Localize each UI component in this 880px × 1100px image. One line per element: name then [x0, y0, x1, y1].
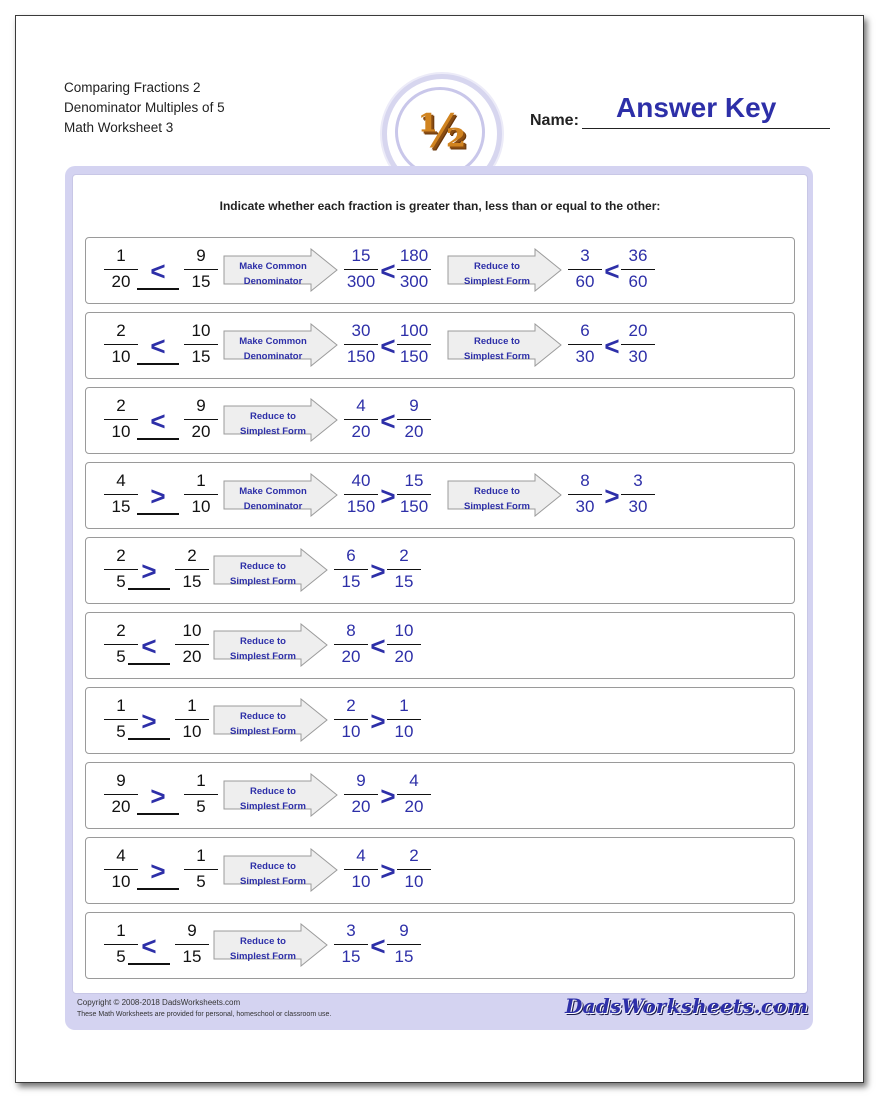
step-fraction-a-bar [344, 494, 378, 495]
answer-symbol: < [150, 406, 166, 436]
fraction-a [101, 321, 141, 367]
step-fraction-a [341, 396, 381, 442]
arrow-label [225, 259, 321, 289]
answer-blank[interactable] [137, 888, 179, 890]
step-fraction-b-numerator: 9 [409, 396, 419, 415]
fraction-b-bar [175, 719, 209, 720]
fraction-a-numerator: 2 [116, 621, 126, 640]
step-comparison-symbol: > [604, 481, 620, 511]
reduce-simplest-form-arrow [223, 773, 339, 817]
step-fraction-a [331, 546, 371, 592]
answer-symbol: > [141, 556, 157, 586]
fraction-a-denominator: 10 [111, 347, 131, 366]
fraction-b-numerator: 10 [182, 621, 202, 640]
step-comparison-symbol: < [380, 331, 396, 361]
fraction-a-denominator: 5 [116, 647, 126, 666]
arrow-label [225, 484, 321, 514]
step-fraction-a-numerator: 4 [356, 846, 366, 865]
step-fraction-a [565, 246, 605, 292]
fraction-b-bar [184, 494, 218, 495]
step-fraction-b-numerator: 20 [628, 321, 648, 340]
fraction-a-denominator: 10 [111, 422, 131, 441]
fraction-b-denominator: 10 [191, 497, 211, 516]
fraction-b-denominator: 15 [191, 347, 211, 366]
fraction-a-bar [104, 944, 138, 945]
arrow-label-line-2: Simplest Form [464, 351, 530, 362]
fraction-b [181, 246, 221, 292]
fraction-b-numerator: 9 [196, 246, 206, 265]
answer-symbol: < [141, 631, 157, 661]
step-fraction-b-numerator: 180 [399, 246, 429, 265]
step-fraction-a [565, 321, 605, 367]
name-underline [582, 128, 830, 129]
fraction-a [101, 846, 141, 892]
step-comparison-symbol: < [380, 406, 396, 436]
step-fraction-a [331, 696, 371, 742]
problem-row [85, 912, 795, 979]
usage-note: These Math Worksheets are provided for personal, homeschool or classroom use. [77, 1011, 332, 1018]
arrow-label-line-2: Simplest Form [230, 651, 296, 662]
arrow-label-line-1: Reduce to [240, 711, 286, 722]
arrow-label-line-1: Reduce to [474, 261, 520, 272]
step-fraction-a-denominator: 10 [341, 722, 361, 741]
step-fraction-a-bar [344, 269, 378, 270]
step-fraction-b-denominator: 20 [404, 422, 424, 441]
answer-symbol: < [150, 256, 166, 286]
step-fraction-a-bar [344, 869, 378, 870]
step-fraction-a [341, 321, 381, 367]
step-fraction-b-denominator: 300 [399, 272, 429, 291]
problem-row [85, 462, 795, 529]
reduce-simplest-form-arrow [223, 848, 339, 892]
step-fraction-b-denominator: 10 [394, 722, 414, 741]
step-comparison-symbol: < [604, 331, 620, 361]
problems-panel [72, 174, 808, 994]
fraction-b-numerator: 10 [191, 321, 211, 340]
fraction-a-numerator: 1 [116, 246, 126, 265]
fraction-b-bar [184, 869, 218, 870]
step-fraction-a-bar [568, 344, 602, 345]
step-fraction-a-numerator: 9 [356, 771, 366, 790]
step-fraction-b-denominator: 10 [404, 872, 424, 891]
step-fraction-b [384, 621, 424, 667]
step-fraction-a-bar [334, 719, 368, 720]
answer-symbol: > [150, 781, 166, 811]
arrow-label-line-1: Reduce to [250, 861, 296, 872]
answer-blank[interactable] [128, 963, 170, 965]
arrow-label-line-2: Simplest Form [230, 576, 296, 587]
step-fraction-a-denominator: 150 [346, 497, 376, 516]
answer-blank[interactable] [128, 588, 170, 590]
reduce-simplest-form-arrow [223, 398, 339, 442]
step-fraction-b-denominator: 20 [404, 797, 424, 816]
step-fraction-b [618, 246, 658, 292]
fraction-a-numerator: 1 [116, 696, 126, 715]
problem-row [85, 837, 795, 904]
fraction-a-denominator: 15 [111, 497, 131, 516]
title-line-2: Denominator Multiples of 5 [64, 100, 225, 115]
fraction-b-numerator: 1 [187, 696, 197, 715]
step-fraction-a-bar [334, 944, 368, 945]
fraction-b-bar [175, 944, 209, 945]
step-fraction-b-numerator: 2 [399, 546, 409, 565]
step-fraction-b-numerator: 9 [399, 921, 409, 940]
arrow-label-line-2: Denominator [243, 276, 303, 287]
name-label: Name: [530, 112, 579, 129]
answer-symbol: > [150, 856, 166, 886]
step-fraction-b [394, 471, 434, 517]
answer-symbol: < [141, 931, 157, 961]
fraction-a-denominator: 5 [116, 572, 126, 591]
fraction-a [101, 246, 141, 292]
arrow-label [215, 559, 311, 589]
step-fraction-b [618, 321, 658, 367]
step-fraction-a-denominator: 300 [346, 272, 376, 291]
answer-blank[interactable] [137, 438, 179, 440]
fraction-a-numerator: 2 [116, 321, 126, 340]
fraction-b [172, 921, 212, 967]
step-comparison-symbol: > [380, 481, 396, 511]
step-fraction-b [394, 246, 434, 292]
arrow-label [225, 859, 321, 889]
title-line-3: Math Worksheet 3 [64, 120, 174, 135]
dadsworksheets-logo: DadsWorksheets.com [565, 994, 809, 1018]
fraction-b [181, 471, 221, 517]
fraction-b-denominator: 15 [182, 572, 202, 591]
step-fraction-a-numerator: 4 [356, 396, 366, 415]
problem-row [85, 537, 795, 604]
step-fraction-b-bar [621, 494, 655, 495]
step-fraction-b-bar [397, 419, 431, 420]
answer-blank[interactable] [128, 738, 170, 740]
fraction-a-bar [104, 494, 138, 495]
arrow-label-line-1: Reduce to [240, 636, 286, 647]
step-fraction-a-numerator: 3 [580, 246, 590, 265]
worksheet-frame [65, 166, 813, 1030]
fraction-b-denominator: 15 [191, 272, 211, 291]
arrow-label [449, 259, 545, 289]
arrow-label-line-1: Make Common [239, 486, 307, 497]
step-fraction-b-bar [387, 719, 421, 720]
logo-ring [395, 87, 485, 177]
arrow-label [225, 409, 321, 439]
reduce-simplest-form-arrow [447, 323, 563, 367]
arrow-label-line-1: Reduce to [240, 936, 286, 947]
arrow-label-line-2: Simplest Form [230, 951, 296, 962]
step-fraction-a-denominator: 150 [346, 347, 376, 366]
step-fraction-b [384, 546, 424, 592]
fraction-b-denominator: 15 [182, 947, 202, 966]
fraction-b-numerator: 2 [187, 546, 197, 565]
step-fraction-b-numerator: 10 [394, 621, 414, 640]
answer-symbol: < [150, 331, 166, 361]
step-fraction-a-bar [334, 569, 368, 570]
step-fraction-a-numerator: 6 [346, 546, 356, 565]
answer-blank[interactable] [137, 363, 179, 365]
arrow-label [225, 334, 321, 364]
step-fraction-a-bar [334, 644, 368, 645]
fraction-a-denominator: 5 [116, 947, 126, 966]
fraction-a [101, 396, 141, 442]
fraction-b [181, 846, 221, 892]
step-fraction-b-denominator: 20 [394, 647, 414, 666]
fraction-a-bar [104, 869, 138, 870]
step-fraction-b-numerator: 100 [399, 321, 429, 340]
fraction-b-denominator: 20 [191, 422, 211, 441]
step-fraction-a [565, 471, 605, 517]
step-fraction-b-bar [621, 269, 655, 270]
step-fraction-b [394, 321, 434, 367]
step-fraction-a [341, 771, 381, 817]
arrow-label-line-2: Simplest Form [240, 426, 306, 437]
arrow-label-line-2: Denominator [243, 501, 303, 512]
fraction-b [172, 621, 212, 667]
step-fraction-b [394, 846, 434, 892]
step-fraction-a-denominator: 20 [351, 797, 371, 816]
fraction-a-numerator: 2 [116, 546, 126, 565]
arrow-label [225, 784, 321, 814]
reduce-simplest-form-arrow [213, 548, 329, 592]
answer-key-text: Answer Key [616, 92, 777, 123]
step-fraction-b [394, 396, 434, 442]
step-comparison-symbol: > [380, 781, 396, 811]
arrow-label-line-1: Reduce to [474, 336, 520, 347]
worksheet-page [15, 15, 864, 1083]
arrow-label-line-1: Reduce to [474, 486, 520, 497]
step-fraction-b-denominator: 30 [628, 497, 648, 516]
fraction-a-denominator: 20 [111, 797, 131, 816]
fraction-a-bar [104, 569, 138, 570]
fraction-b-bar [184, 344, 218, 345]
fraction-a-numerator: 9 [116, 771, 126, 790]
reduce-simplest-form-arrow [213, 698, 329, 742]
reduce-simplest-form-arrow [213, 923, 329, 967]
step-fraction-b [394, 771, 434, 817]
fraction-b-denominator: 5 [196, 797, 206, 816]
arrow-label-line-2: Simplest Form [230, 726, 296, 737]
step-fraction-b-denominator: 15 [394, 572, 414, 591]
problem-row [85, 612, 795, 679]
step-fraction-b-numerator: 36 [628, 246, 648, 265]
step-fraction-b-bar [397, 794, 431, 795]
arrow-label-line-1: Make Common [239, 261, 307, 272]
answer-blank[interactable] [137, 288, 179, 290]
answer-blank[interactable] [137, 513, 179, 515]
arrow-label [449, 484, 545, 514]
step-fraction-b-numerator: 15 [404, 471, 424, 490]
step-fraction-a-bar [344, 419, 378, 420]
problem-row [85, 762, 795, 829]
step-fraction-a [341, 246, 381, 292]
fraction-a-numerator: 4 [116, 846, 126, 865]
make-common-denominator-arrow [223, 248, 339, 292]
step-fraction-a-numerator: 40 [351, 471, 371, 490]
reduce-simplest-form-arrow [447, 473, 563, 517]
step-fraction-a-bar [344, 344, 378, 345]
step-fraction-b-bar [397, 269, 431, 270]
fraction-b-bar [175, 644, 209, 645]
step-comparison-symbol: < [604, 256, 620, 286]
reduce-simplest-form-arrow [447, 248, 563, 292]
answer-blank[interactable] [128, 663, 170, 665]
step-fraction-b-bar [387, 644, 421, 645]
fraction-b-bar [184, 794, 218, 795]
step-fraction-a-numerator: 8 [346, 621, 356, 640]
step-fraction-a-bar [568, 269, 602, 270]
step-fraction-b-numerator: 4 [409, 771, 419, 790]
step-fraction-a-denominator: 20 [341, 647, 361, 666]
fraction-a-denominator: 5 [116, 722, 126, 741]
arrow-label [215, 934, 311, 964]
fraction-b-bar [184, 269, 218, 270]
step-fraction-b [384, 696, 424, 742]
step-fraction-a-denominator: 10 [351, 872, 371, 891]
fraction-a-bar [104, 419, 138, 420]
step-fraction-b-bar [397, 344, 431, 345]
step-fraction-a-denominator: 30 [575, 497, 595, 516]
arrow-label-line-1: Make Common [239, 336, 307, 347]
answer-symbol: > [141, 706, 157, 736]
step-fraction-b-denominator: 60 [628, 272, 648, 291]
step-fraction-a [331, 921, 371, 967]
step-fraction-b-denominator: 30 [628, 347, 648, 366]
step-comparison-symbol: < [380, 256, 396, 286]
fraction-a [101, 471, 141, 517]
step-fraction-b-bar [397, 494, 431, 495]
step-fraction-a-numerator: 6 [580, 321, 590, 340]
step-fraction-a-bar [568, 494, 602, 495]
arrow-label-line-1: Reduce to [250, 786, 296, 797]
fraction-b [181, 321, 221, 367]
step-fraction-a [331, 621, 371, 667]
fraction-a-bar [104, 719, 138, 720]
arrow-label [215, 634, 311, 664]
step-fraction-a-denominator: 30 [575, 347, 595, 366]
one-half-glyph: ½ [418, 104, 462, 158]
step-comparison-symbol: > [370, 556, 386, 586]
step-comparison-symbol: < [370, 931, 386, 961]
reduce-simplest-form-arrow [213, 623, 329, 667]
fraction-b [172, 546, 212, 592]
problem-row [85, 237, 795, 304]
step-fraction-a [341, 471, 381, 517]
title-line-1: Comparing Fractions 2 [64, 80, 201, 95]
step-fraction-b-bar [387, 944, 421, 945]
arrow-label-line-2: Simplest Form [240, 876, 306, 887]
step-fraction-b-numerator: 1 [399, 696, 409, 715]
arrow-label-line-2: Simplest Form [240, 801, 306, 812]
fraction-a-denominator: 20 [111, 272, 131, 291]
fraction-b [172, 696, 212, 742]
fraction-a-numerator: 1 [116, 921, 126, 940]
step-fraction-a-numerator: 3 [346, 921, 356, 940]
step-fraction-b-denominator: 150 [399, 347, 429, 366]
fraction-b-denominator: 10 [182, 722, 202, 741]
step-fraction-a-numerator: 30 [351, 321, 371, 340]
fraction-b-numerator: 9 [196, 396, 206, 415]
fraction-b-numerator: 1 [196, 846, 206, 865]
step-fraction-a-denominator: 15 [341, 947, 361, 966]
fraction-b-bar [175, 569, 209, 570]
make-common-denominator-arrow [223, 323, 339, 367]
step-fraction-a [341, 846, 381, 892]
fraction-a [101, 771, 141, 817]
fraction-a-numerator: 2 [116, 396, 126, 415]
arrow-label-line-2: Simplest Form [464, 501, 530, 512]
fraction-b-denominator: 20 [182, 647, 202, 666]
arrow-label [215, 709, 311, 739]
step-fraction-a-denominator: 60 [575, 272, 595, 291]
fraction-b-numerator: 9 [187, 921, 197, 940]
step-comparison-symbol: > [380, 856, 396, 886]
worksheet-title-block [64, 78, 225, 138]
step-fraction-b-bar [621, 344, 655, 345]
step-fraction-b-bar [397, 869, 431, 870]
step-fraction-b [384, 921, 424, 967]
fraction-a-bar [104, 269, 138, 270]
fraction-a-bar [104, 344, 138, 345]
make-common-denominator-arrow [223, 473, 339, 517]
fraction-b-denominator: 5 [196, 872, 206, 891]
step-fraction-a-numerator: 15 [351, 246, 371, 265]
step-fraction-a-denominator: 20 [351, 422, 371, 441]
arrow-label-line-2: Simplest Form [464, 276, 530, 287]
arrow-label-line-1: Reduce to [240, 561, 286, 572]
fraction-b-bar [184, 419, 218, 420]
step-comparison-symbol: < [370, 631, 386, 661]
step-fraction-a-bar [344, 794, 378, 795]
arrow-label [449, 334, 545, 364]
arrow-label-line-2: Denominator [243, 351, 303, 362]
instruction-text: Indicate whether each fraction is greater than, less than or equal to the other: [219, 199, 661, 213]
problem-row [85, 687, 795, 754]
step-fraction-a-denominator: 15 [341, 572, 361, 591]
step-fraction-b-denominator: 150 [399, 497, 429, 516]
fraction-b-numerator: 1 [196, 471, 206, 490]
fraction-b [181, 771, 221, 817]
problem-row [85, 312, 795, 379]
step-fraction-b-bar [387, 569, 421, 570]
answer-symbol: > [150, 481, 166, 511]
step-fraction-a-numerator: 2 [346, 696, 356, 715]
step-fraction-b-numerator: 3 [633, 471, 643, 490]
fraction-a-numerator: 4 [116, 471, 126, 490]
fraction-a-bar [104, 644, 138, 645]
copyright-text: Copyright © 2008-2018 DadsWorksheets.com [77, 998, 241, 1007]
fraction-a-bar [104, 794, 138, 795]
answer-blank[interactable] [137, 813, 179, 815]
step-fraction-a-numerator: 8 [580, 471, 590, 490]
step-fraction-b-denominator: 15 [394, 947, 414, 966]
fraction-b [181, 396, 221, 442]
step-comparison-symbol: > [370, 706, 386, 736]
step-fraction-b-numerator: 2 [409, 846, 419, 865]
fraction-b-numerator: 1 [196, 771, 206, 790]
arrow-label-line-1: Reduce to [250, 411, 296, 422]
step-fraction-b [618, 471, 658, 517]
fraction-a-denominator: 10 [111, 872, 131, 891]
problem-row [85, 387, 795, 454]
